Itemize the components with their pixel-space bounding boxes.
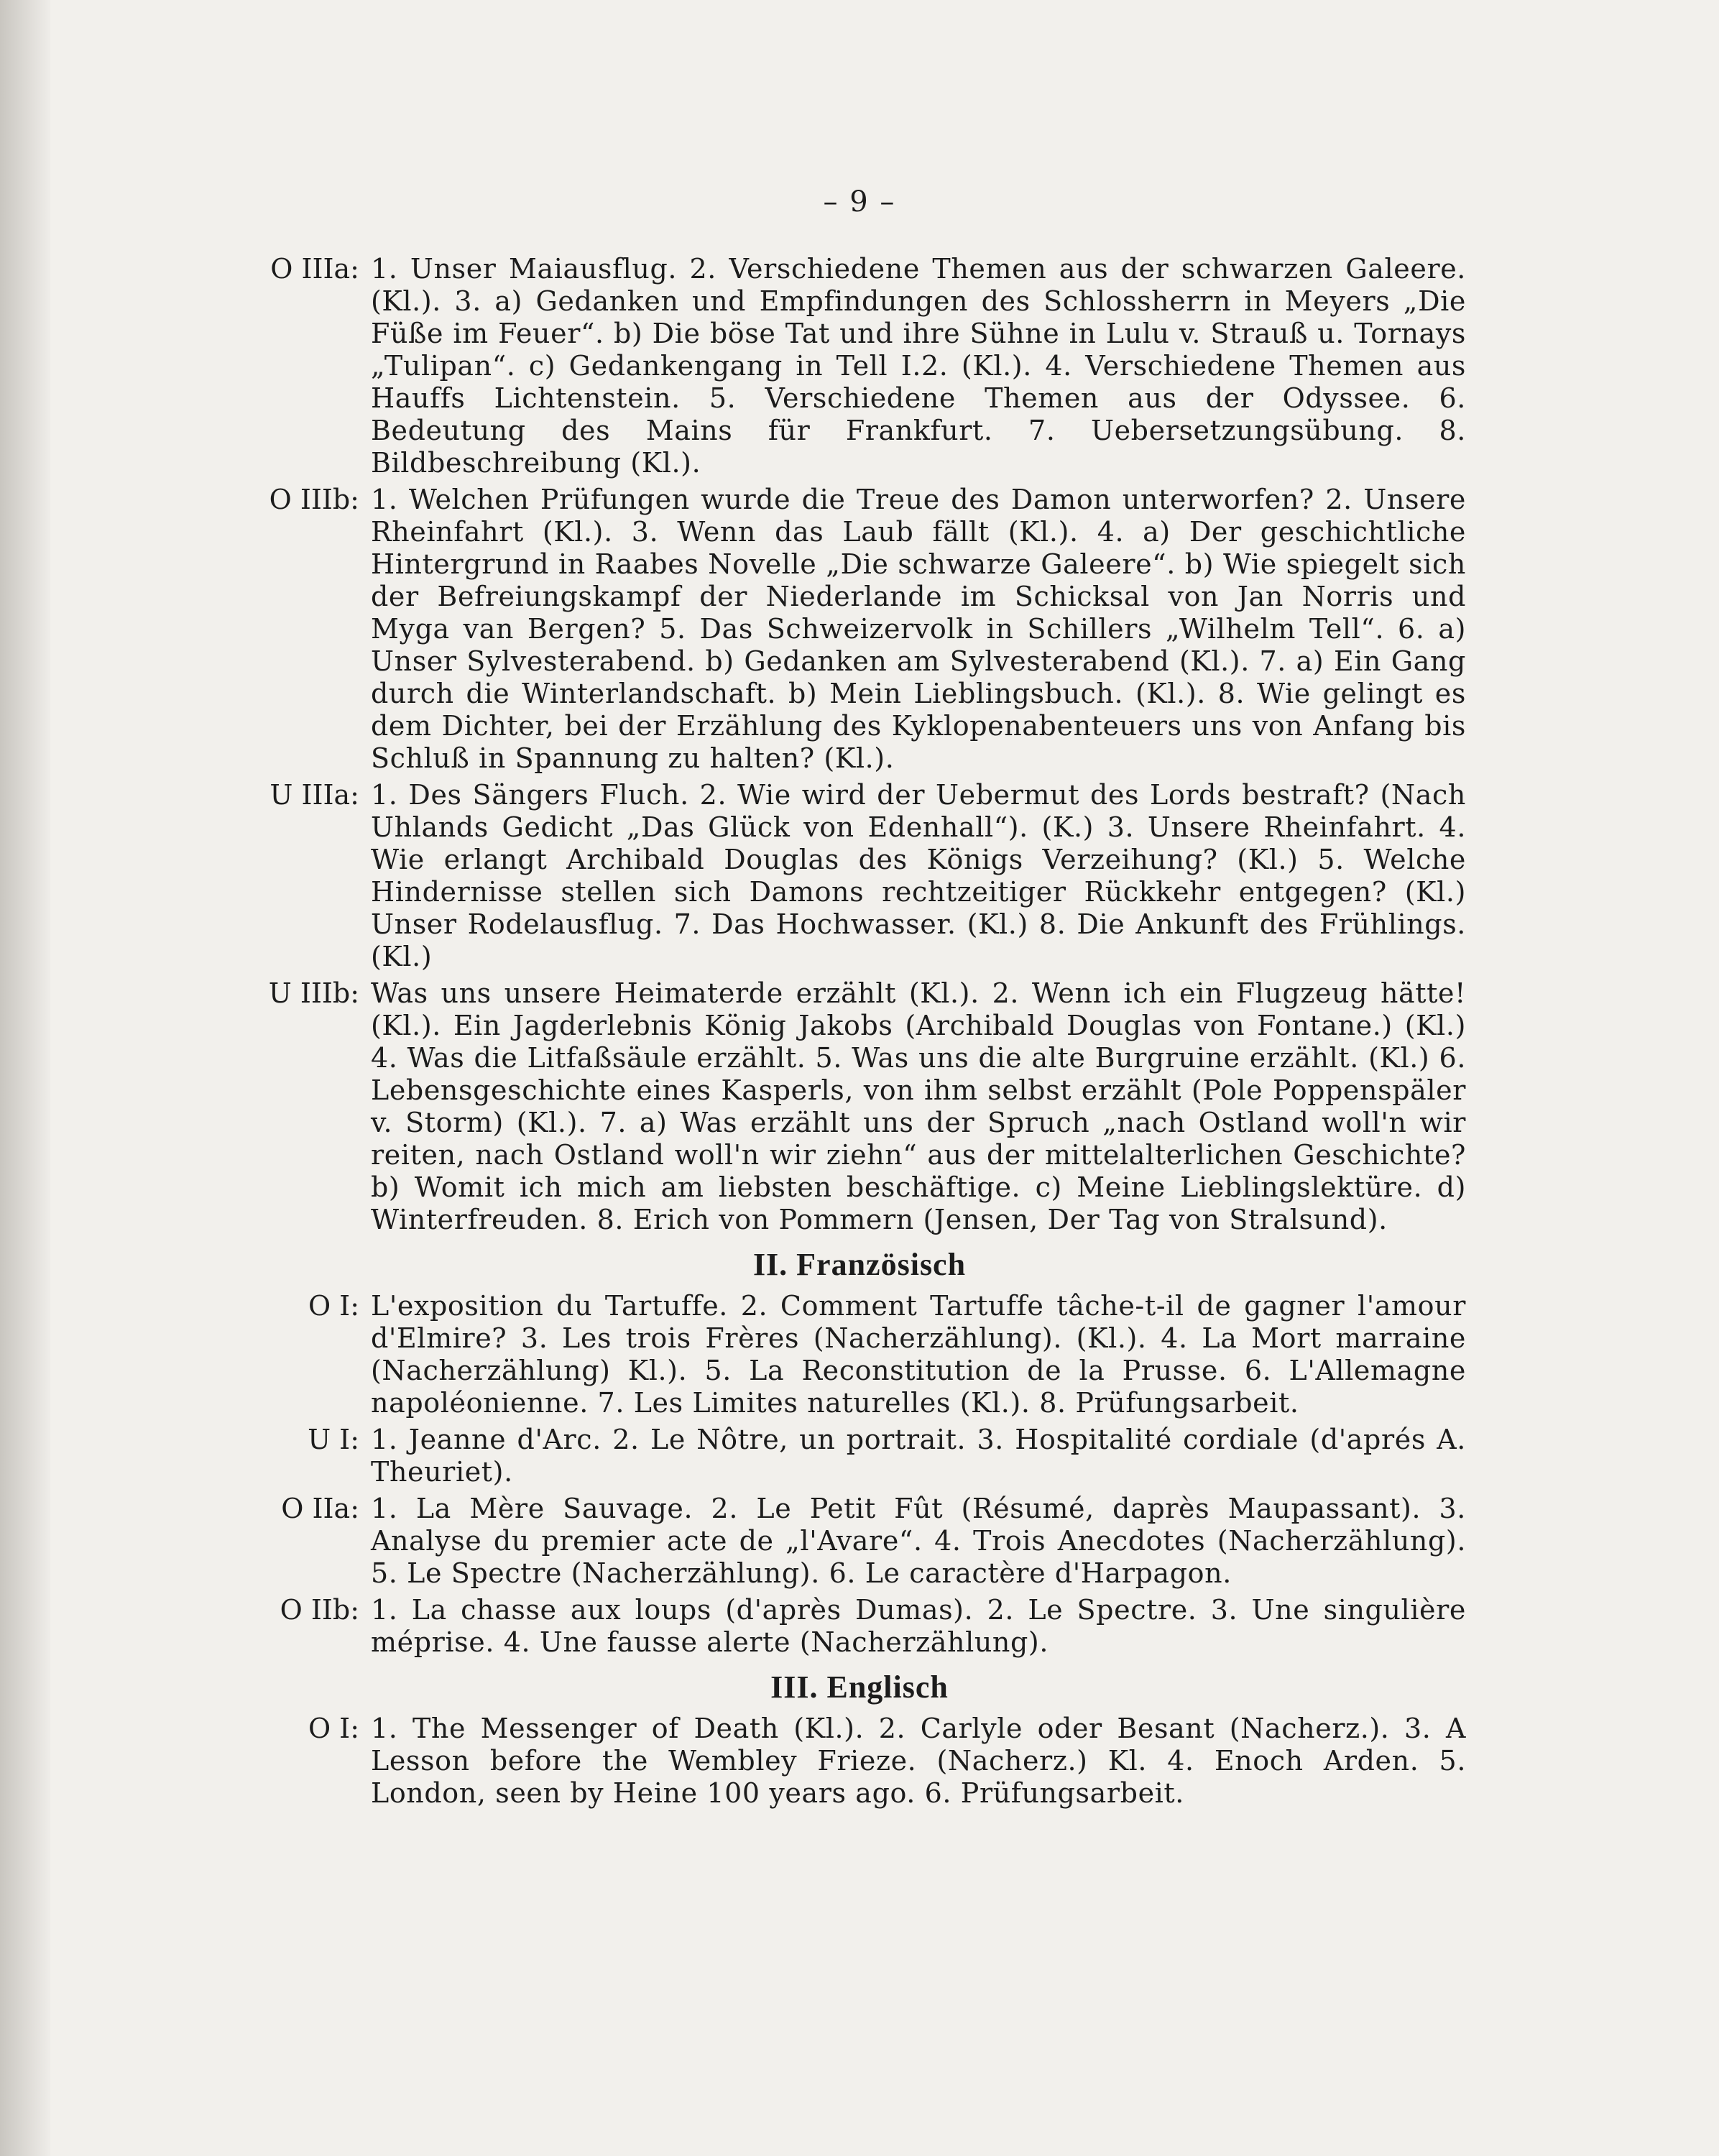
entry-label: O IIIb: [269, 484, 359, 515]
entry-text: 1. Jeanne d'Arc. 2. Le Nôtre, un portrait. 3. Hospitalité cordiale (d'aprés A. Theuriet). [371, 1424, 1466, 1488]
entry-label: U IIIa: [269, 779, 359, 811]
entry-fr-o-i [0, 1290, 1719, 1419]
entry-text: Was uns unsere Heimaterde erzählt (Kl.). 2. Wenn ich ein Flugzeug hätte! (Kl.). Ein Jagderlebnis König Jakobs (Archibald Douglas von Fontane.) (Kl.) 4. Was die Litfaßsäule erzählt. 5. Was uns die alte Burgruine erzählt. (Kl.) 6. Lebensgeschichte eines Kasperls, von ihm selbst erzählt (Pole Poppenspäler v. Storm) (Kl.). 7. a) Was erzählt uns der Spruch „nach Ostland woll'n wir reiten, nach Ostland woll'n wir ziehn“ aus der mittelalterlichen Geschichte? b) Womit ich mich am liebsten beschäftige. c) Meine Lieblingslektüre. d) Winterfreuden. 8. Erich von Pommern (Jensen, Der Tag von Stralsund). [371, 977, 1466, 1235]
entry-label: O I: [308, 1290, 359, 1322]
page-content [0, 253, 1719, 1814]
section-heading-englisch: III. Englisch [770, 1669, 949, 1705]
entry-o-iiib [0, 484, 1719, 775]
entry-text: 1. The Messenger of Death (Kl.). 2. Carlyle oder Besant (Nacherz.). 3. A Lesson before the Wembley Frieze. (Nacherz.) Kl. 4. Enoch Arden. 5. London, seen by Heine 100 years ago. 6. Prüfungsarbeit. [371, 1713, 1466, 1809]
entry-label: U IIIb: [268, 977, 359, 1009]
entry-label: O IIa: [281, 1493, 359, 1524]
entry-o-iiia [0, 253, 1719, 479]
entry-u-iiib [0, 977, 1719, 1236]
entry-u-iiia [0, 779, 1719, 973]
entry-text: 1. La Mère Sauvage. 2. Le Petit Fût (Résumé, daprès Maupassant). 3. Analyse du premier acte de „l'Avare“. 4. Trois Anecdotes (Nacherzählung). 5. Le Spectre (Nacherzählung). 6. Le caractère d'Harpagon. [371, 1493, 1466, 1589]
entry-label: U I: [308, 1424, 359, 1455]
entry-text: 1. Welchen Prüfungen wurde die Treue des Damon unterworfen? 2. Unsere Rheinfahrt (Kl.). 3. Wenn das Laub fällt (Kl.). 4. a) Der geschichtliche Hintergrund in Raabes Novelle „Die schwarze Galeere“. b) Wie spiegelt sich der Befreiungskampf der Niederlande im Schicksal von Jan Norris und Myga van Bergen? 5. Das Schweizervolk in Schillers „Wilhelm Tell“. 6. a) Unser Sylvesterabend. b) Gedanken am Sylvesterabend (Kl.). 7. a) Ein Gang durch die Winterlandschaft. b) Mein Lieblingsbuch. (Kl.). 8. Wie gelingt es dem Dichter, bei der Erzählung des Kyklopenabenteuers uns von Anfang bis Schluß in Spannung zu halten? (Kl.). [371, 484, 1466, 774]
entry-fr-o-iia [0, 1493, 1719, 1590]
entry-label: O I: [308, 1713, 359, 1744]
entry-label: O IIb: [280, 1594, 359, 1626]
entry-fr-u-i [0, 1424, 1719, 1488]
entry-en-o-i [0, 1713, 1719, 1810]
entry-text: 1. Unser Maiausflug. 2. Verschiedene Themen aus der schwarzen Galeere. (Kl.). 3. a) Gedanken und Empfindungen des Schlossherrn in Meyers „Die Füße im Feuer“. b) Die böse Tat und ihre Sühne in Lulu v. Strauß u. Tornays „Tulipan“. c) Gedankengang in Tell I.2. (Kl.). 4. Verschiedene Themen aus Hauffs Lichtenstein. 5. Verschiedene Themen aus der Odyssee. 6. Bedeutung des Mains für Frankfurt. 7. Uebersetzungsübung. 8. Bildbeschreibung (Kl.). [371, 253, 1466, 479]
entry-fr-o-iib [0, 1594, 1719, 1659]
entry-text: 1. Des Sängers Fluch. 2. Wie wird der Uebermut des Lords bestraft? (Nach Uhlands Gedicht „Das Glück von Edenhall“). (K.) 3. Unsere Rheinfahrt. 4. Wie erlangt Archibald Douglas des Königs Verzeihung? (Kl.) 5. Welche Hindernisse stellen sich Damons rechtzeitiger Rückkehr entgegen? (Kl.) Unser Rodelausflug. 7. Das Hochwasser. (Kl.) 8. Die Ankunft des Frühlings. (Kl.) [371, 779, 1466, 972]
page-number: – 9 – [823, 185, 896, 218]
section-heading-franzoesisch: II. Französisch [752, 1247, 967, 1282]
entry-label: O IIIa: [270, 253, 359, 285]
entry-text: L'exposition du Tartuffe. 2. Comment Tartuffe tâche-t-il de gagner l'amour d'Elmire? 3. Les trois Frères (Nacherzählung). (Kl.). 4. La Mort marraine (Nacherzählung) Kl.). 5. La Reconstitution de la Prusse. 6. L'Allemagne napoléonienne. 7. Les Limites naturelles (Kl.). 8. Prüfungsarbeit. [371, 1290, 1466, 1419]
entry-text: 1. La chasse aux loups (d'après Dumas). 2. Le Spectre. 3. Une singulière méprise. 4. Une fausse alerte (Nacherzählung). [371, 1594, 1466, 1658]
